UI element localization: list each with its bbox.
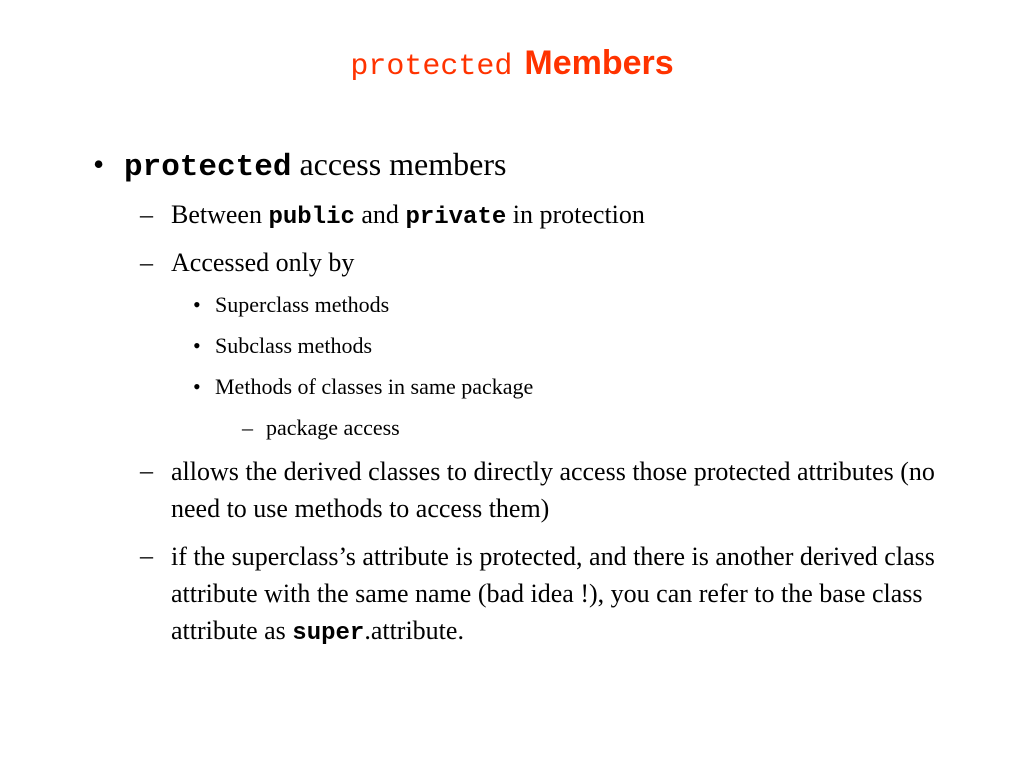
between-suffix: in protection bbox=[506, 200, 645, 229]
sub-bullet-same-package: Methods of classes in same package bbox=[215, 374, 534, 399]
bullet-accessed-only-by: Accessed only by bbox=[171, 248, 355, 277]
dash-marker: – bbox=[140, 541, 153, 570]
between-middle: and bbox=[354, 200, 406, 229]
title-word: Members bbox=[524, 44, 674, 82]
dash-marker: – bbox=[140, 456, 153, 485]
sub-dash-marker: – bbox=[242, 415, 253, 440]
between-prefix: Between bbox=[171, 200, 269, 229]
sub-bullet-marker: • bbox=[193, 374, 201, 399]
bullet-between bbox=[171, 200, 645, 231]
sub-bullet-marker: • bbox=[193, 333, 201, 358]
slide-title bbox=[0, 44, 1024, 84]
sub-bullet-superclass-methods: Superclass methods bbox=[215, 292, 390, 317]
dash-marker: – bbox=[140, 248, 153, 277]
dash-marker: – bbox=[140, 200, 153, 229]
bullet-allows-derived-classes: allows the derived classes to directly access those protected attributes (no need to use methods to access them) bbox=[171, 457, 935, 523]
keyword-private: private bbox=[405, 204, 507, 231]
bullet-text: access members bbox=[291, 146, 507, 182]
sub-item-package-access: package access bbox=[266, 415, 400, 440]
title-code-keyword: protected bbox=[350, 50, 513, 84]
super-note-suffix: .attribute. bbox=[364, 616, 464, 645]
bullet-superclass-attribute bbox=[171, 538, 941, 652]
sub-bullet-marker: • bbox=[193, 292, 201, 317]
keyword-protected: protected bbox=[124, 150, 292, 185]
keyword-public: public bbox=[268, 204, 355, 231]
bullet-marker: • bbox=[93, 146, 105, 182]
keyword-super: super bbox=[292, 620, 365, 647]
bullet-protected-access-members bbox=[124, 146, 506, 185]
sub-bullet-subclass-methods: Subclass methods bbox=[215, 333, 373, 358]
super-note-prefix: if the superclass’s attribute is protected, and there is another derived class attribute with the same name (bad idea !), you can refer to the base class attribute as bbox=[171, 542, 935, 645]
